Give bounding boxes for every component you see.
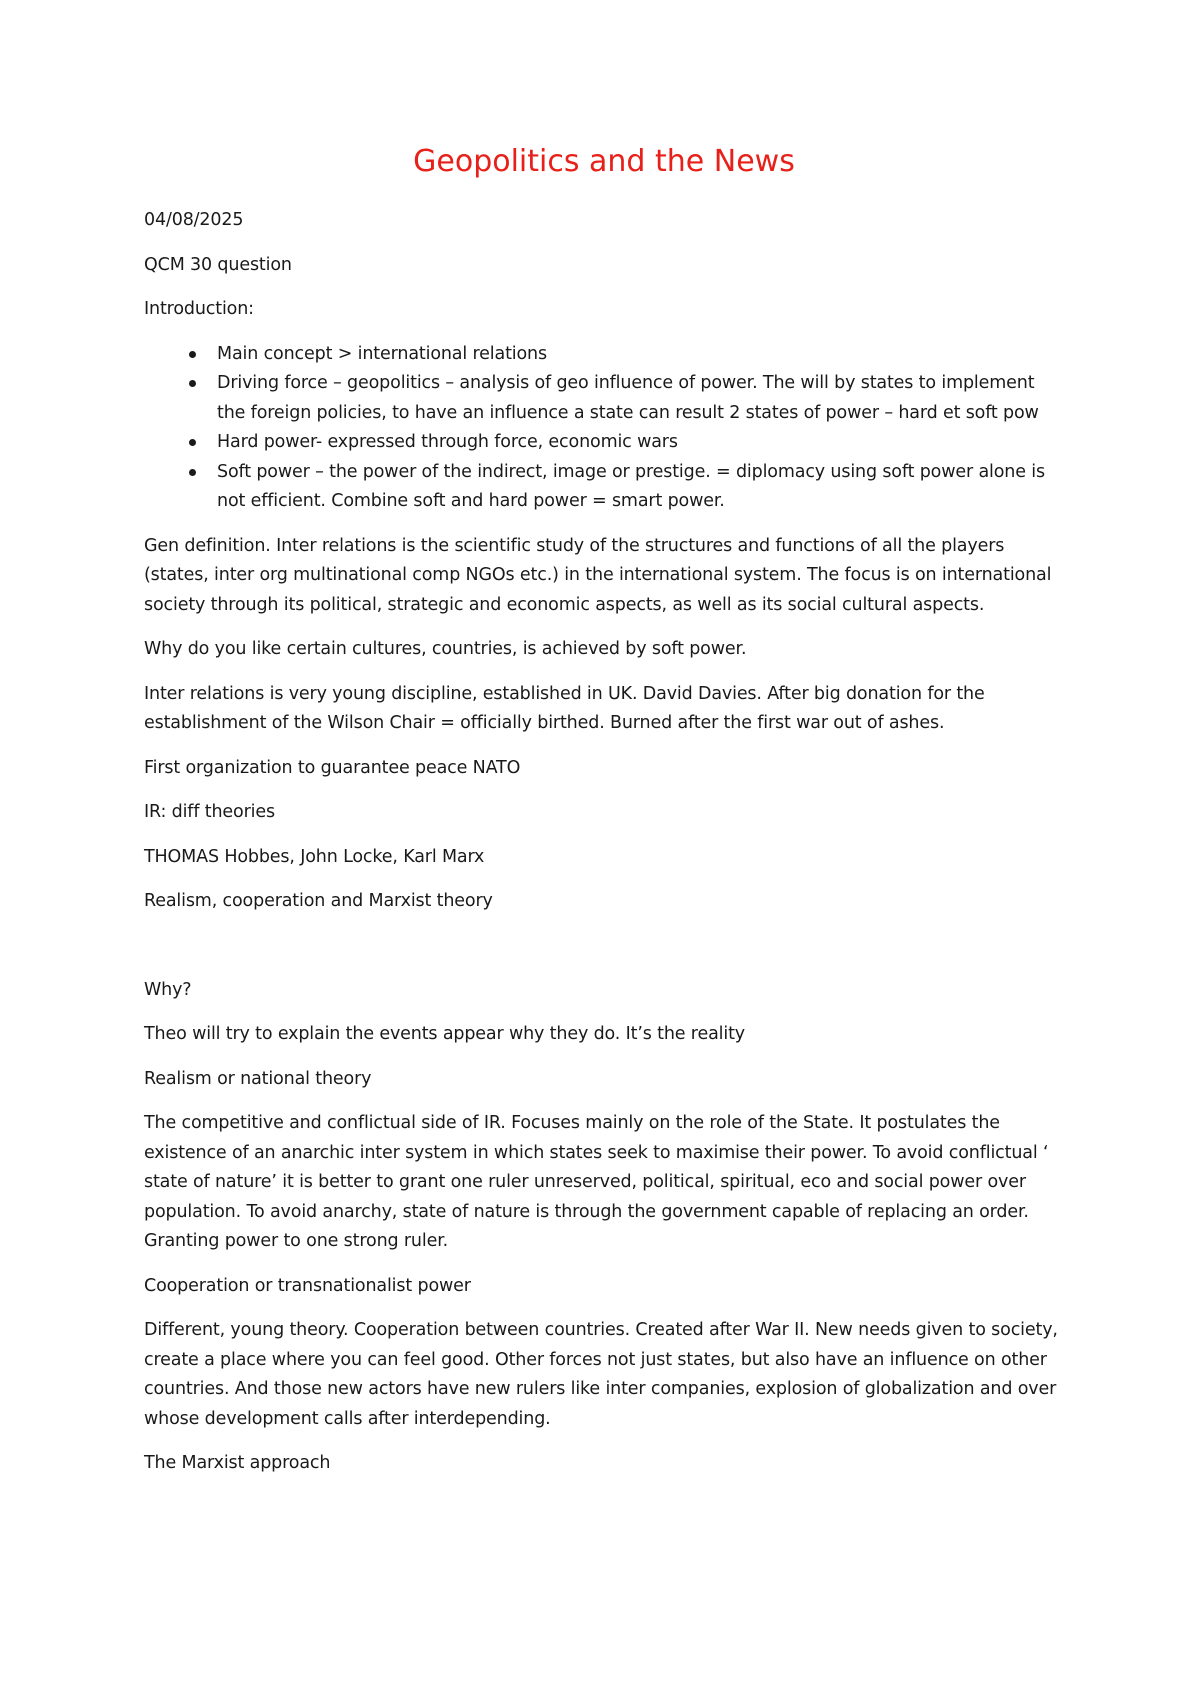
soft-power-paragraph: Why do you like certain cultures, countries, is achieved by soft power. (144, 639, 747, 659)
general-definition-paragraph: Gen definition. Inter relations is the scientific study of the structures and functions of all the players (states, inter org multinational comp NGOs etc.) in the international system. The focus is on international society through its political, strategic and economic aspects, as well as its social cultural aspects. (144, 535, 1052, 615)
qcm-line: QCM 30 question (144, 254, 292, 275)
thinkers-line: THOMAS Hobbes, John Locke, Karl Marx (144, 846, 485, 867)
bullet-text: Main concept > international relations (217, 343, 547, 364)
realism-paragraph: The competitive and conflictual side of IR. Focuses mainly on the role of the State. It postulates the existence of an anarchic inter system in which states seek to maximise their power. To avoid conflictual ‘ state of nature’ it is better to grant one ruler unreserved, political, spiritual, eco and social power over population. To avoid anarchy, state of nature is through the government capable of replacing an order. Granting power to one strong ruler. (144, 1113, 1049, 1251)
theories-list-line: Realism, cooperation and Marxist theory (144, 891, 493, 911)
bullet-icon (189, 351, 196, 358)
marxist-heading: The Marxist approach (144, 1453, 331, 1473)
cooperation-paragraph: Different, young theory. Cooperation between countries. Created after War II. New needs given to society, create a place where you can feel good. Other forces not just states, but also have an influence on other countries. And those new actors have new rulers like inter companies, explosion of globalization and over whose development calls after interdepending. (144, 1320, 1058, 1429)
bullet-icon (189, 380, 196, 387)
blank-line (144, 932, 1064, 976)
bullet-text: Hard power- expressed through force, economic wars (217, 432, 678, 452)
intro-bullet-list (144, 340, 1064, 517)
bullet-item (144, 369, 1064, 428)
bullet-item (144, 340, 1064, 370)
bullet-icon (189, 439, 196, 446)
ir-history-paragraph: Inter relations is very young discipline, established in UK. David Davies. After big donation for the establishment of the Wilson Chair = officially birthed. Burned after the first war out of ashes. (144, 683, 985, 733)
bullet-text: Soft power – the power of the indirect, image or prestige. = diplomacy using soft power alone is not efficient. Combine soft and hard power = smart power. (217, 461, 1045, 511)
date-line: 04/08/2025 (144, 210, 244, 230)
bullet-item (144, 458, 1064, 517)
bullet-icon (189, 469, 196, 476)
ir-theories-line: IR: diff theories (144, 802, 275, 822)
first-organization-line: First organization to guarantee peace NATO (144, 757, 521, 778)
bullet-item (144, 428, 1064, 458)
realism-heading: Realism or national theory (144, 1068, 372, 1089)
intro-heading: Introduction: (144, 299, 254, 319)
document-title: Geopolitics and the News (413, 144, 795, 179)
why-line: Why? (144, 979, 192, 1000)
theory-explanation-line: Theo will try to explain the events appear why they do. It’s the reality (144, 1024, 745, 1044)
cooperation-heading: Cooperation or transnationalist power (144, 1275, 471, 1296)
bullet-text: Driving force – geopolitics – analysis of geo influence of power. The will by states to implement the foreign policies, to have an influence a state can result 2 states of power – hard et soft pow (217, 373, 1039, 423)
document-body (144, 140, 1064, 1494)
